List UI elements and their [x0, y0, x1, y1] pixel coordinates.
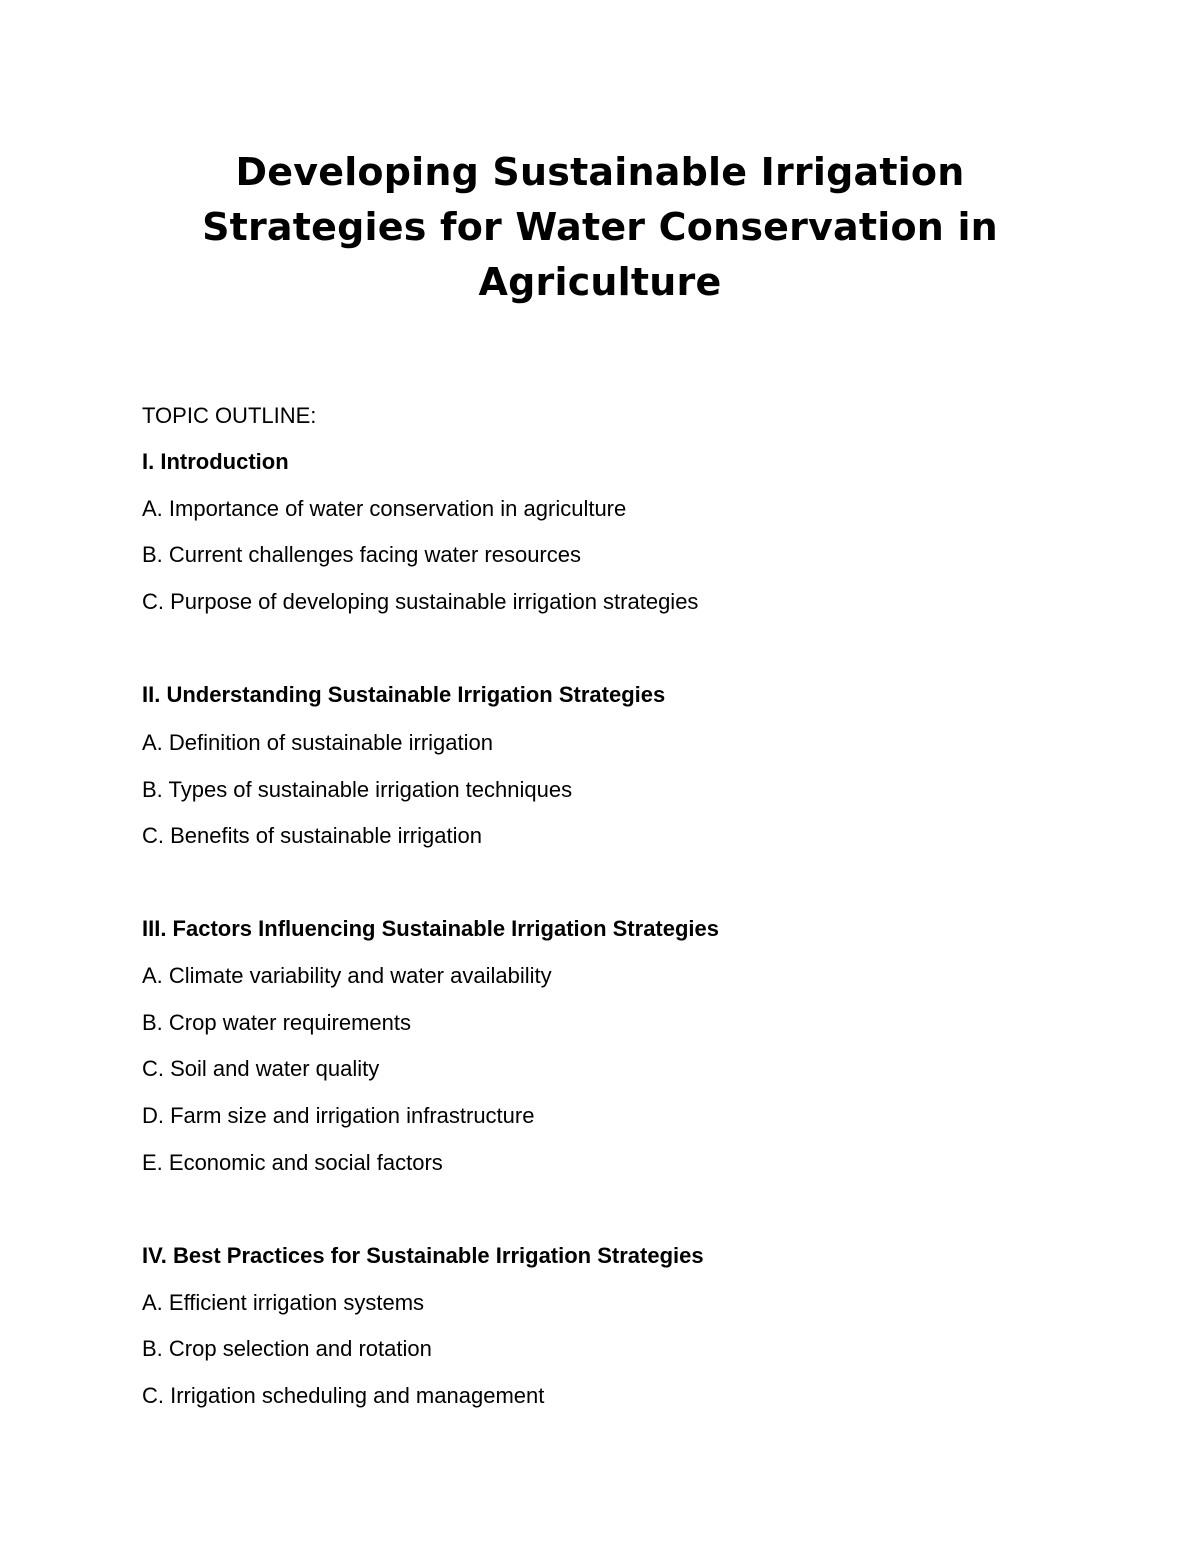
outline-item: C. Soil and water quality: [142, 1056, 380, 1081]
outline-item: A. Importance of water conservation in agriculture: [142, 496, 627, 521]
outline-item: C. Irrigation scheduling and management: [142, 1383, 545, 1408]
outline-item: D. Farm size and irrigation infrastructure: [142, 1103, 535, 1128]
title-line: Agriculture: [478, 260, 722, 304]
title-line: Strategies for Water Conservation in: [202, 205, 998, 249]
section-heading-4: IV. Best Practices for Sustainable Irrigation Strategies: [142, 1243, 704, 1268]
outline-item: B. Crop selection and rotation: [142, 1336, 432, 1361]
outline-item: B. Types of sustainable irrigation techniques: [142, 777, 573, 802]
outline-item: C. Benefits of sustainable irrigation: [142, 823, 482, 848]
outline-item: E. Economic and social factors: [142, 1150, 443, 1175]
outline-item: A. Efficient irrigation systems: [142, 1290, 425, 1315]
title-line: Developing Sustainable Irrigation: [235, 150, 965, 194]
outline-item: B. Crop water requirements: [142, 1010, 411, 1035]
outline-item: A. Definition of sustainable irrigation: [142, 730, 493, 755]
section-heading-1: I. Introduction: [142, 449, 289, 474]
outline-item: C. Purpose of developing sustainable irrigation strategies: [142, 589, 699, 614]
document-title: [150, 145, 1050, 310]
section-heading-3: III. Factors Influencing Sustainable Irrigation Strategies: [142, 916, 720, 941]
outline-item: B. Current challenges facing water resources: [142, 542, 581, 567]
outline-label: TOPIC OUTLINE:: [142, 403, 317, 428]
outline-item: A. Climate variability and water availability: [142, 963, 552, 988]
section-heading-2: II. Understanding Sustainable Irrigation Strategies: [142, 682, 666, 707]
